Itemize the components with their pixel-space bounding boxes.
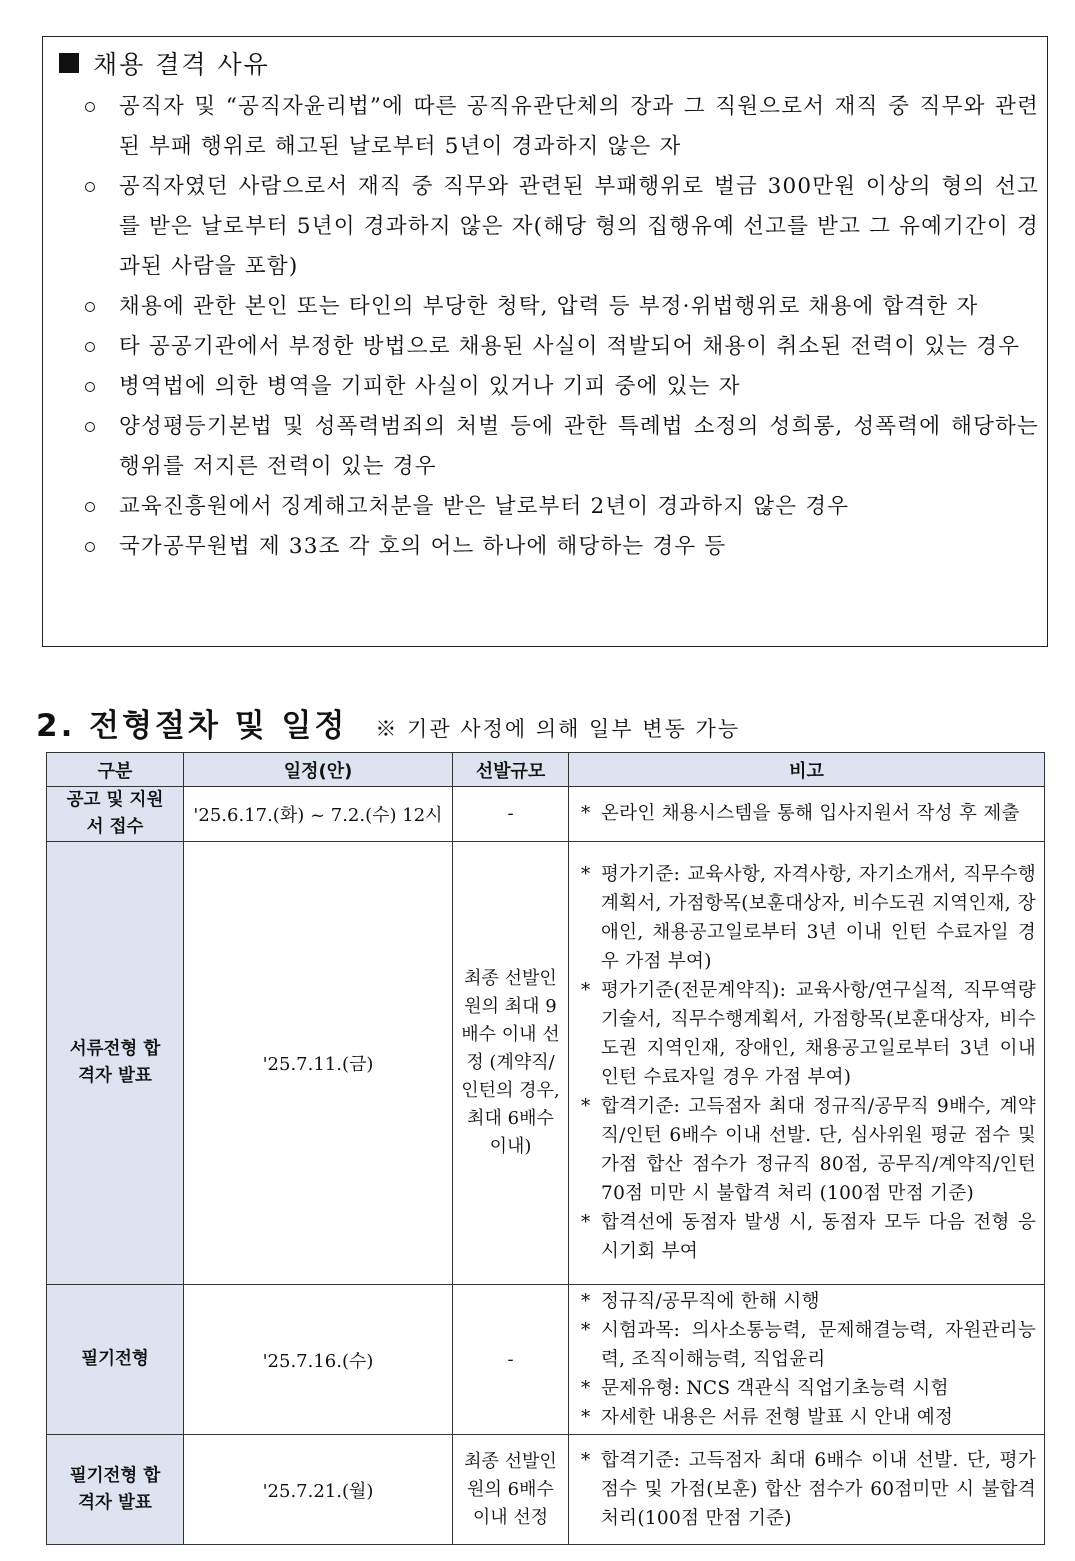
list-item: 공직자였던 사람으로서 재직 중 직무와 관련된 부패행위로 벌금 300만원 이상의 형의 선고를 받은 날로부터 5년이 경과하지 않은 자(해당 형의 집행유예 선고를 받고 그 유예기간이 경과된 사람을 포함)	[83, 167, 1039, 287]
disqualification-box	[42, 36, 1048, 647]
list-item: 교육진흥원에서 징계해고처분을 받은 날로부터 2년이 경과하지 않은 경우	[83, 487, 1039, 527]
circle-bullet-icon	[85, 302, 95, 312]
header-category: 구분	[47, 753, 184, 787]
remark-item: * 문제유형: NCS 객관식 직업기초능력 시험	[581, 1378, 949, 1399]
section-title-text: 2. 전형절차 및 일정	[36, 708, 348, 744]
row-category: 공고 및 지원서 접수	[47, 787, 184, 842]
table-header-row	[47, 753, 1045, 787]
row-category: 서류전형 합격자 발표	[47, 842, 184, 1285]
circle-bullet-icon	[85, 502, 95, 512]
row-date: '25.7.11.(금)	[184, 842, 453, 1285]
header-scale: 선발규모	[453, 753, 569, 787]
black-square-icon	[59, 53, 79, 73]
disqualification-heading-text: 채용 결격 사유	[93, 50, 270, 79]
row-scale: -	[453, 787, 569, 842]
circle-bullet-icon	[85, 102, 95, 112]
section-title	[36, 700, 740, 745]
circle-bullet-icon	[85, 422, 95, 432]
table-row	[47, 787, 1045, 842]
row-category: 필기전형	[47, 1285, 184, 1435]
row-date: '25.7.21.(월)	[184, 1435, 453, 1545]
row-scale: -	[453, 1285, 569, 1435]
circle-bullet-icon	[85, 342, 95, 352]
table-row	[47, 842, 1045, 1285]
row-category: 필기전형 합격자 발표	[47, 1435, 184, 1545]
row-remarks	[569, 787, 1045, 842]
row-date: '25.6.17.(화) ~ 7.2.(수) 12시	[184, 787, 453, 842]
table-row	[47, 1435, 1045, 1545]
list-item: 공직자 및 “공직자윤리법”에 따른 공직유관단체의 장과 그 직원으로서 재직 중 직무와 관련된 부패 행위로 해고된 날로부터 5년이 경과하지 않은 자	[83, 87, 1039, 167]
remark-item: * 합격선에 동점자 발생 시, 동점자 모두 다음 전형 응시기회 부여	[581, 1212, 1036, 1262]
disqualification-list	[83, 87, 1039, 567]
row-remarks	[569, 842, 1045, 1285]
list-item: 타 공공기관에서 부정한 방법으로 채용된 사실이 적발되어 채용이 취소된 전력이 있는 경우	[83, 327, 1039, 367]
list-item: 채용에 관한 본인 또는 타인의 부당한 청탁, 압력 등 부정·위법행위로 채용에 합격한 자	[83, 287, 1039, 327]
row-remarks	[569, 1435, 1045, 1545]
disqualification-heading	[59, 45, 270, 81]
schedule-table	[46, 752, 1045, 1545]
remark-item: * 합격기준: 고득점자 최대 6배수 이내 선발. 단, 평가점수 및 가점(보훈) 합산 점수가 60점미만 시 불합격 처리(100점 만점 기준)	[581, 1450, 1036, 1529]
row-remarks	[569, 1285, 1045, 1435]
row-date: '25.7.16.(수)	[184, 1285, 453, 1435]
remark-item: * 합격기준: 고득점자 최대 정규직/공무직 9배수, 계약직/인턴 6배수 이내 선발. 단, 심사위원 평균 점수 및 가점 합산 점수가 정규직 80점, 공무직/계약직/인턴 70점 미만 시 불합격 처리 (100점 만점 기준)	[581, 1096, 1036, 1204]
header-schedule: 일정(안)	[184, 753, 453, 787]
list-item: 양성평등기본법 및 성폭력범죄의 처벌 등에 관한 특례법 소정의 성희롱, 성폭력에 해당하는 행위를 저지른 전력이 있는 경우	[83, 407, 1039, 487]
remark-item: * 온라인 채용시스템을 통해 입사지원서 작성 후 제출	[581, 803, 1020, 824]
section-note: ※ 기관 사정에 의해 일부 변동 가능	[375, 717, 741, 741]
remark-item: * 평가기준: 교육사항, 자격사항, 자기소개서, 직무수행계획서, 가점항목(보훈대상자, 비수도권 지역인재, 장애인, 채용공고일로부터 3년 이내 인턴 수료자일 경우 가점 부여)	[581, 864, 1036, 972]
header-remarks: 비고	[569, 753, 1045, 787]
row-scale: 최종 선발인원의 6배수 이내 선정	[453, 1435, 569, 1545]
table-row	[47, 1285, 1045, 1435]
list-item: 병역법에 의한 병역을 기피한 사실이 있거나 기피 중에 있는 자	[83, 367, 1039, 407]
remark-item: * 시험과목: 의사소통능력, 문제해결능력, 자원관리능력, 조직이해능력, 직업윤리	[581, 1320, 1036, 1370]
remark-item: * 자세한 내용은 서류 전형 발표 시 안내 예정	[581, 1407, 954, 1428]
circle-bullet-icon	[85, 182, 95, 192]
circle-bullet-icon	[85, 542, 95, 552]
row-scale: 최종 선발인원의 최대 9배수 이내 선정 (계약직/ 인턴의 경우, 최대 6배수 이내)	[453, 842, 569, 1285]
list-item: 국가공무원법 제 33조 각 호의 어느 하나에 해당하는 경우 등	[83, 527, 1039, 567]
circle-bullet-icon	[85, 382, 95, 392]
remark-item: * 평가기준(전문계약직): 교육사항/연구실적, 직무역량기술서, 직무수행계획서, 가점항목(보훈대상자, 비수도권 지역인재, 장애인, 채용공고일로부터 3년 이내 인턴 수료자일 경우 가점 부여)	[581, 980, 1036, 1088]
remark-item: * 정규직/공무직에 한해 시행	[581, 1291, 820, 1312]
